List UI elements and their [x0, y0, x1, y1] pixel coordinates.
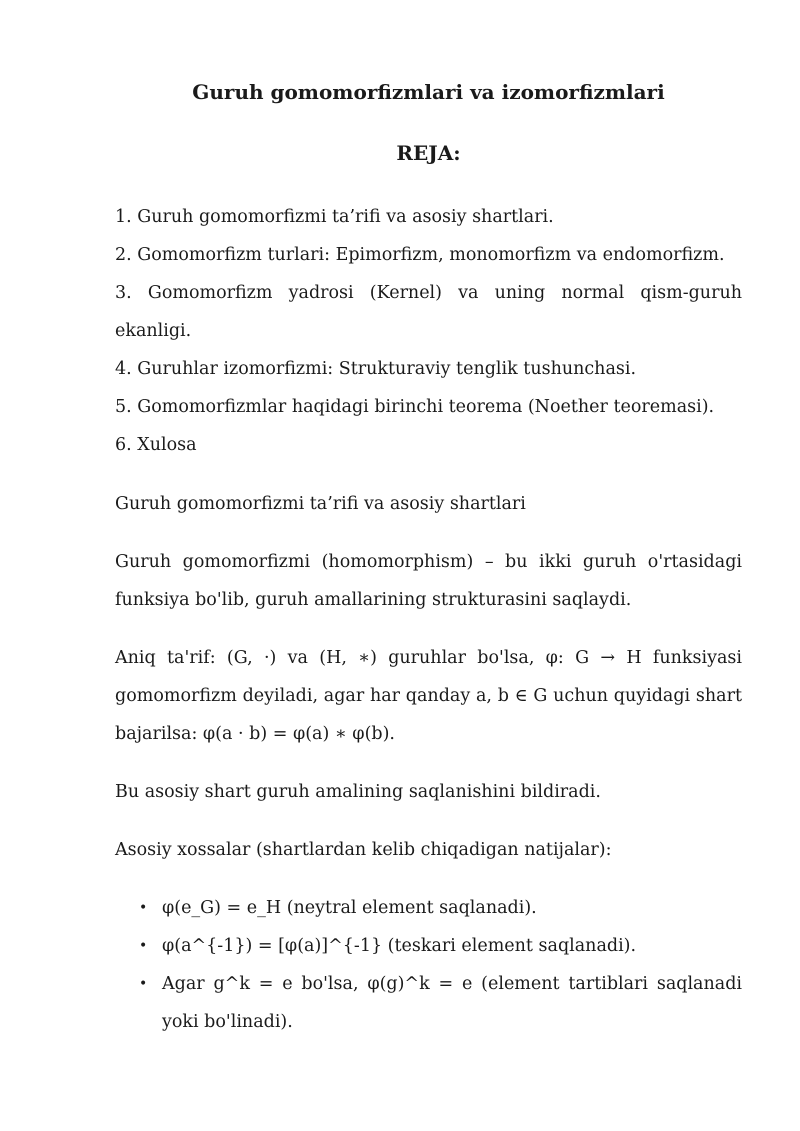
plan-item: 2. Gomomorfizm turlari: Epimorfizm, monomorfizm va endomorfizm. — [115, 245, 725, 265]
plan-heading: REJA: — [396, 141, 461, 165]
section-title: Guruh gomomorfizmi ta’rifi va asosiy shartlari — [115, 494, 526, 514]
bullet-icon: • — [139, 938, 148, 954]
property-item — [115, 889, 742, 927]
bullet-icon: • — [139, 976, 148, 992]
document-title: Guruh gomomorfizmlari va izomorfizmlari — [192, 80, 665, 104]
paragraph-exact-definition: Aniq ta'rif: (G, ·) va (H, ∗) guruhlar bo'lsa, φ: G → H funksiyasi gomomorfizm deyiladi, agar har qanday a, b ∈ G uchun quyidagi shart bajarilsa: φ(a · b) = φ(a) ∗ φ(b). — [115, 648, 742, 744]
paragraph-properties-intro: Asosiy xossalar (shartlardan kelib chiqadigan natijalar): — [115, 840, 612, 860]
plan-item: 3. Gomomorfizm yadrosi (Kernel) va uning normal qism-guruh ekanligi. — [115, 283, 742, 341]
plan-item: 4. Guruhlar izomorfizmi: Strukturaviy tenglik tushunchasi. — [115, 359, 637, 379]
property-text: Agar g^k = e bo'lsa, φ(g)^k = e (element tartiblari saqlanadi yoki bo'linadi). — [162, 974, 742, 1032]
bullet-icon: • — [139, 900, 148, 916]
paragraph-condition-meaning: Bu asosiy shart guruh amalining saqlanishini bildiradi. — [115, 782, 601, 802]
property-text: φ(a^{-1}) = [φ(a)]^{-1} (teskari element saqlanadi). — [162, 936, 637, 956]
properties-list — [115, 889, 742, 1041]
plan-item: 1. Guruh gomomorfizmi ta’rifi va asosiy shartlari. — [115, 207, 554, 227]
plan-list — [115, 198, 742, 464]
property-item — [115, 965, 742, 1041]
paragraph-definition: Guruh gomomorfizmi (homomorphism) – bu ikki guruh o'rtasidagi funksiya bo'lib, guruh amallarining strukturasini saqlaydi. — [115, 552, 742, 610]
property-text: φ(e_G) = e_H (neytral element saqlanadi). — [162, 898, 537, 918]
property-item — [115, 927, 742, 965]
plan-item: 5. Gomomorfizmlar haqidagi birinchi teorema (Noether teoremasi). — [115, 397, 715, 417]
plan-item: 6. Xulosa — [115, 435, 197, 455]
